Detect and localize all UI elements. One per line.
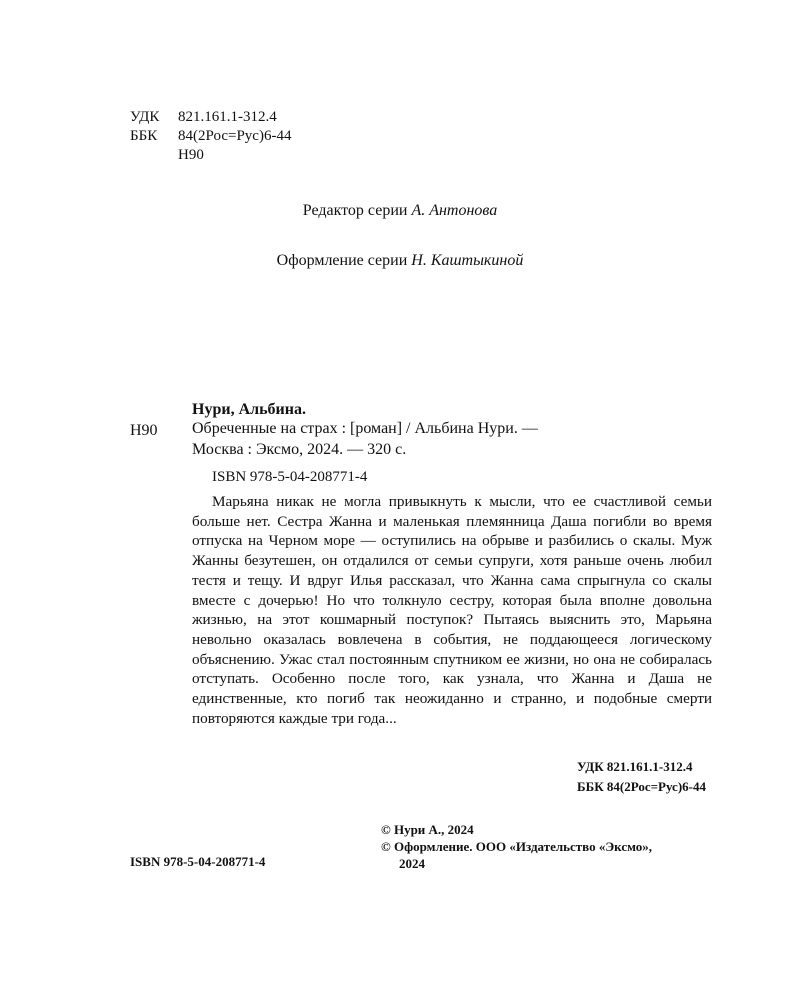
biblio-line-1: Обреченные на страх : [роман] / Альбина Нури. — (192, 420, 538, 437)
copyright-block (381, 821, 721, 872)
series-design-credit (0, 251, 800, 271)
copyright-design-year: 2024 (399, 856, 425, 871)
bbk-label: ББК (130, 128, 158, 144)
isbn-bottom: ISBN 978-5-04-208771-4 (130, 854, 266, 869)
cutter-code-left: Н90 (130, 422, 158, 439)
udk-value: 821.161.1-312.4 (178, 109, 277, 125)
biblio-line-2: Москва : Эксмо, 2024. — 320 с. (192, 441, 407, 458)
udk-row (130, 108, 291, 127)
cutter-row (130, 146, 291, 165)
udk-label: УДК (130, 109, 160, 125)
author-heading: Нури, Альбина. (192, 401, 306, 418)
annotation-text: Марьяна никак не могла привыкнуть к мысли, что ее счастливой семьи больше нет. Сестра Жанна и маленькая племянница Даша погибли во время отпуска на Черном море — оступились на обрыве и разбились о скалы. Муж Жанны безутешен, он отдалился от семьи супруги, хотя раньше очень любил тестя и тещу. И вдруг Илья рассказал, что Жанна сама спрыгнула со скалы вместе с дочерью! Но что толкнуло сестру, которая была вполне довольна жизнью, на этот кошмарный поступок? Пытаясь выяснить это, Марьяна невольно оказалась вовлечена в события, не поддающееся логическому объяснению. Ужас стал постоянным спутником ее жизни, но она не собиралась отступать. Особенно после того, как узнала, что Жанна и Даша не единственные, кто погиб так неожиданно и странно, и подобные смерти повторяются каждые три года... (192, 493, 712, 727)
editor-name: А. Антонова (411, 202, 498, 219)
design-role: Оформление серии (276, 252, 408, 269)
classification-block (130, 108, 291, 165)
isbn-main: ISBN 978-5-04-208771-4 (212, 469, 368, 485)
copyright-author: © Нури А., 2024 (381, 822, 474, 837)
bbk-value: 84(2Рос=Рус)6-44 (178, 128, 292, 144)
bottom-classification (577, 757, 706, 797)
design-name: Н. Каштыкиной (411, 252, 524, 269)
editor-role: Редактор серии (302, 202, 408, 219)
bottom-bbk: ББК 84(2Рос=Рус)6-44 (577, 779, 706, 794)
cutter-code: Н90 (178, 147, 204, 163)
bbk-row (130, 127, 291, 146)
bibliographic-description (192, 418, 717, 460)
series-editor-credit (0, 201, 800, 221)
copyright-design: © Оформление. ООО «Издательство «Эксмо», (381, 839, 653, 854)
bottom-udk: УДК 821.161.1-312.4 (577, 759, 693, 774)
